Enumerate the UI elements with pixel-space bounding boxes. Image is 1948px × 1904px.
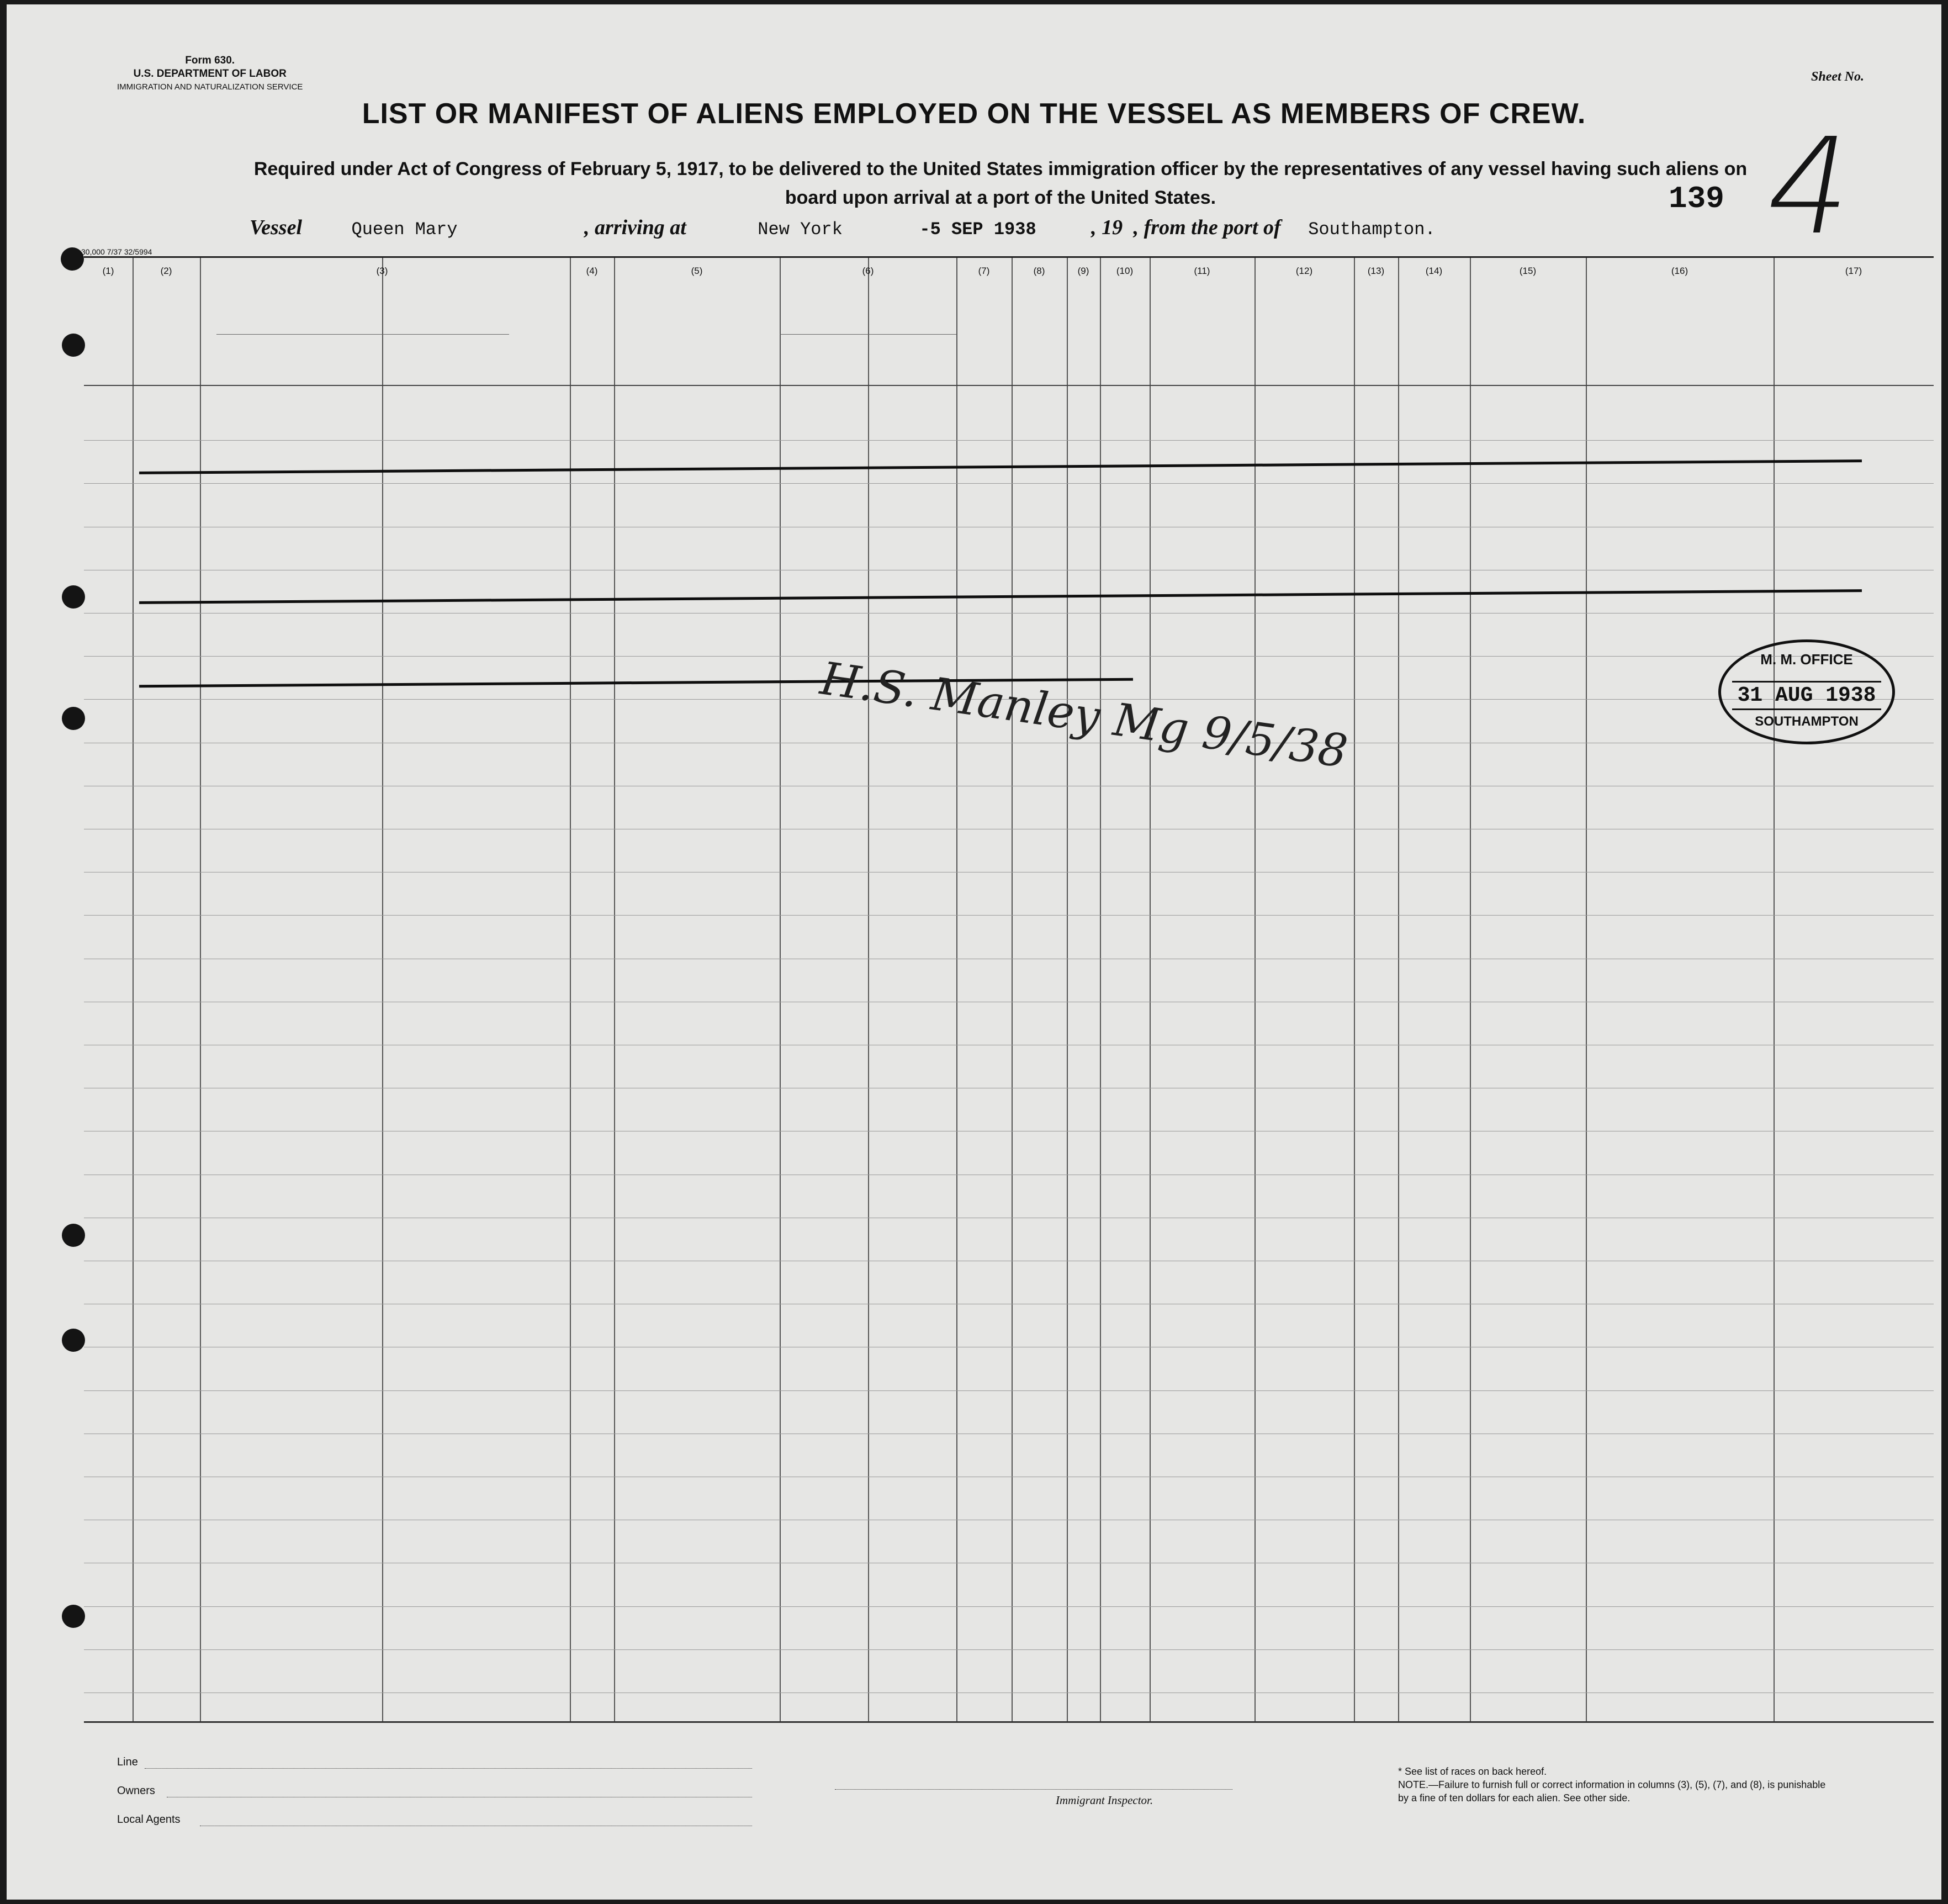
column-divider <box>868 258 869 1721</box>
office-stamp <box>1718 639 1895 744</box>
column-number: (2) <box>160 266 172 276</box>
manifest-sheet <box>7 4 1941 1900</box>
note-block <box>1398 1765 1829 1805</box>
binder-hole <box>61 247 84 271</box>
row-divider <box>84 483 1934 484</box>
column-number: (3) <box>376 266 388 276</box>
immigrant-inspector-label: Immigrant Inspector. <box>1056 1794 1153 1807</box>
column-divider <box>133 258 134 1721</box>
arriving-port: New York <box>758 219 843 240</box>
arrival-date-stamp: -5 SEP 1938 <box>919 219 1036 240</box>
column-divider <box>1100 258 1101 1721</box>
arriving-label: , arriving at <box>584 216 686 239</box>
column-number: (11) <box>1194 266 1210 276</box>
footer-local-agents-label: Local Agents <box>117 1813 181 1826</box>
row-divider <box>84 1606 1934 1607</box>
handwritten-number: 4 <box>1754 109 1866 264</box>
binder-hole <box>62 1224 85 1247</box>
form-number: Form 630. <box>185 55 235 66</box>
vessel-label: Vessel <box>250 216 302 239</box>
column-divider <box>780 258 781 1721</box>
column-divider <box>200 258 201 1721</box>
subheader-divider <box>216 334 509 335</box>
document-subtitle: Required under Act of Congress of February 5, 1917, to be delivered to the United States immigration officer by the representatives of any vessel having such aliens on board upon arrival at a port of the United States. <box>253 158 1748 208</box>
column-number: (8) <box>1033 266 1045 276</box>
sheet-no-label: Sheet No. <box>1811 70 1864 84</box>
column-divider <box>1150 258 1151 1721</box>
column-number: (12) <box>1295 266 1313 276</box>
binder-hole <box>62 585 85 609</box>
header-divider <box>84 385 1934 386</box>
footer-line-label: Line <box>117 1756 138 1768</box>
column-divider <box>1398 258 1399 1721</box>
binder-hole <box>62 334 85 357</box>
row-divider <box>84 1390 1934 1391</box>
column-divider <box>1470 258 1471 1721</box>
manifest-table <box>84 256 1934 1723</box>
row-divider <box>84 915 1934 916</box>
subheader-divider <box>780 334 956 335</box>
column-number: (14) <box>1425 266 1443 276</box>
column-divider <box>570 258 571 1721</box>
binder-hole <box>62 707 85 730</box>
row-divider <box>84 656 1934 657</box>
stamp-location: SOUTHAMPTON <box>1755 714 1859 729</box>
column-number: (15) <box>1519 266 1537 276</box>
document-title: LIST OR MANIFEST OF ALIENS EMPLOYED ON THE VESSEL AS MEMBERS OF CREW. <box>362 98 1586 130</box>
column-divider <box>1354 258 1355 1721</box>
column-divider <box>1774 258 1775 1721</box>
column-number: (10) <box>1116 266 1134 276</box>
vessel-name: Queen Mary <box>351 219 458 240</box>
column-number: (13) <box>1367 266 1385 276</box>
inspector-signature: H.S. Manley Mg 9/5/38 <box>817 652 1351 779</box>
service-name: IMMIGRATION AND NATURALIZATION SERVICE <box>117 82 303 92</box>
vessel-line <box>250 215 1436 240</box>
column-divider <box>1586 258 1587 1721</box>
column-number: (17) <box>1845 266 1862 276</box>
column-number: (4) <box>586 266 598 276</box>
strikethrough-line <box>139 589 1862 604</box>
column-divider <box>1254 258 1256 1721</box>
binder-hole <box>62 1329 85 1352</box>
column-divider <box>1067 258 1068 1721</box>
penalty-note: NOTE.—Failure to furnish full or correct information in columns (3), (5), (7), and (8), is punishable by a fine of ten dollars for each alien. See other side. <box>1398 1779 1826 1803</box>
column-number: (5) <box>691 266 703 276</box>
department-name: U.S. DEPARTMENT OF LABOR <box>133 68 287 80</box>
column-number: (7) <box>978 266 990 276</box>
column-number: (1) <box>102 266 114 276</box>
column-divider <box>382 258 383 1721</box>
column-divider <box>614 258 615 1721</box>
from-port-label: , from the port of <box>1133 216 1281 239</box>
strikethrough-line <box>139 459 1862 474</box>
column-divider <box>956 258 957 1721</box>
stamp-office: M. M. OFFICE <box>1760 651 1853 668</box>
page-number: 139 <box>1669 181 1724 216</box>
print-code: 30,000 7/37 32/5994 <box>81 247 152 256</box>
see-list-note: * See list of races on back hereof. <box>1398 1766 1547 1777</box>
from-port: Southampton. <box>1308 219 1436 240</box>
row-divider <box>84 440 1934 441</box>
stamp-date: 31 AUG 1938 <box>1732 681 1881 710</box>
column-number: (16) <box>1671 266 1688 276</box>
row-divider <box>84 1649 1934 1650</box>
column-number: (6) <box>862 266 874 276</box>
binder-hole <box>62 1605 85 1628</box>
form-header <box>117 54 303 94</box>
column-number: (9) <box>1077 266 1089 276</box>
year-label: , 19 <box>1091 216 1123 239</box>
column-divider <box>1012 258 1013 1721</box>
footer-owners-label: Owners <box>117 1785 155 1797</box>
